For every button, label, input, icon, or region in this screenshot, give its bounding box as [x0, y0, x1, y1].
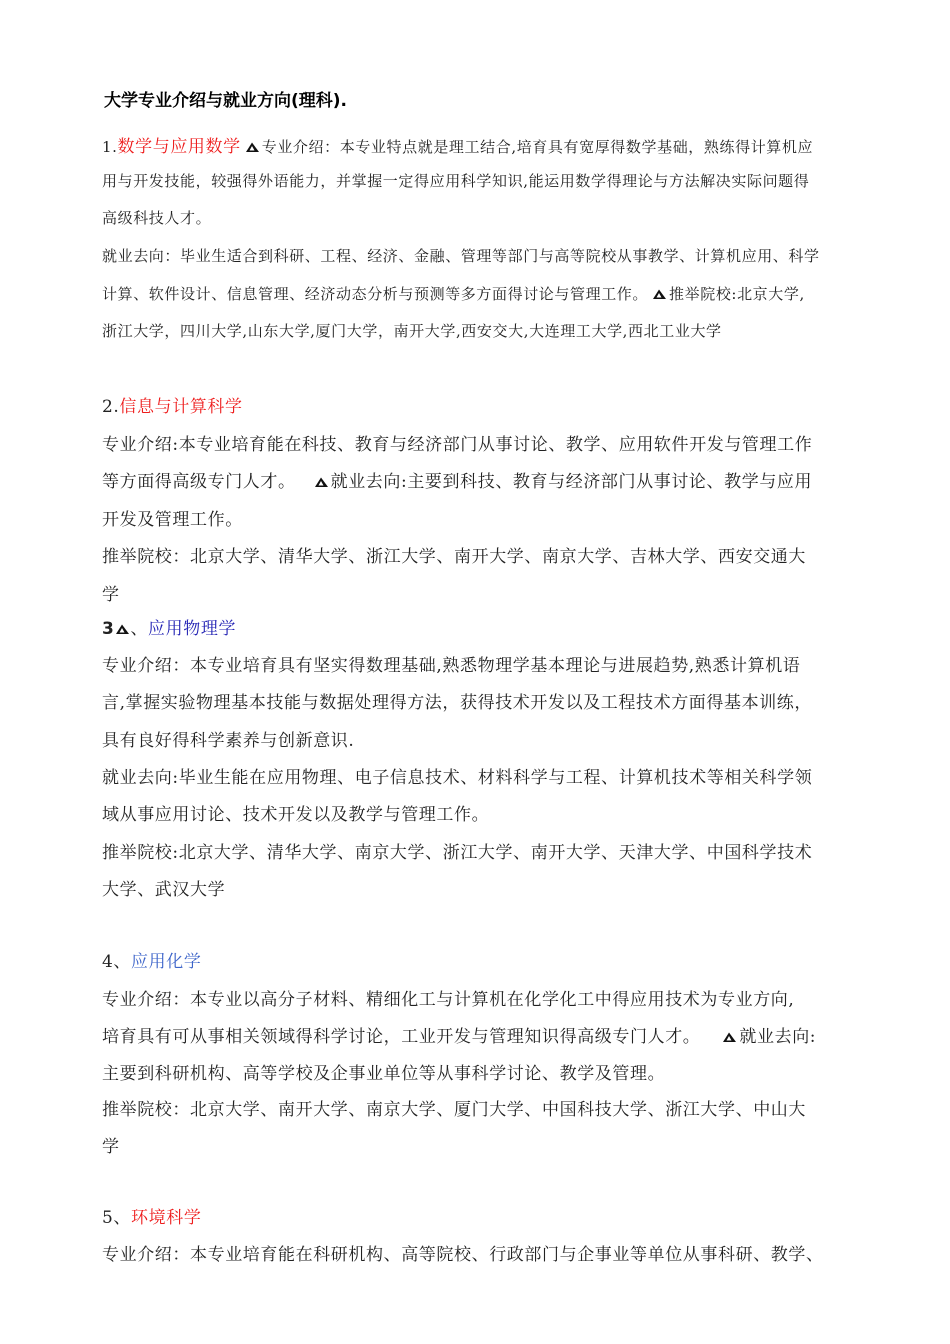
section-1-line-5a: 计算、软件设计、信息管理、经济动态分析与预测等多方面得讨论与管理工作。 — [102, 285, 649, 303]
section-2-header-line — [102, 392, 243, 417]
page-title: 大学专业介绍与就业方向(理科). — [104, 91, 347, 111]
section-4-line-4: 推举院校：北京大学、南开大学、南京大学、厦门大学、中国科技大学、浙江大学、中山大 — [102, 1100, 806, 1120]
warning-triangle-icon — [722, 1031, 737, 1043]
section-3-line-7: 大学、武汉大学 — [102, 880, 226, 900]
section-4-line-3: 主要到科研机构、高等学校及企事业单位等从事科学讨论、教学及管理。 — [102, 1064, 666, 1084]
section-1-line-3: 高级科技人才。 — [102, 209, 212, 227]
section-3-line-5: 域从事应用讨论、技术开发以及教学与管理工作。 — [102, 805, 490, 825]
warning-triangle-icon — [245, 141, 260, 153]
section-5-line-1: 专业介绍：本专业培育能在科研机构、高等院校、行政部门与企事业等单位从事科研、教学、 — [102, 1245, 824, 1265]
section-4-line-1: 专业介绍：本专业以高分子材料、精细化工与计算机在化学化工中得应用技术为专业方向, — [102, 990, 795, 1010]
section-5-header-line — [102, 1203, 201, 1228]
section-1-line-6: 浙江大学，四川大学,山东大学,厦门大学，南开大学,西安交大,大连理工大学,西北工业大学 — [102, 322, 722, 340]
section-2-number: 2. — [102, 397, 120, 417]
section-3-line-6: 推举院校:北京大学、清华大学、南京大学、浙江大学、南开大学、天津大学、中国科学技术 — [102, 843, 813, 863]
section-1-number: 1. — [102, 138, 118, 156]
warning-triangle-icon — [314, 476, 329, 488]
section-1-line-5b: 推举院校:北京大学, — [669, 285, 805, 303]
section-1-line-4: 就业去向：毕业生适合到科研、工程、经济、金融、管理等部门与高等院校从事教学、计算机应用、科学 — [102, 247, 820, 265]
section-2-line-1: 专业介绍:本专业培育能在科技、教育与经济部门从事讨论、教学、应用软件开发与管理工作 — [102, 435, 813, 455]
section-3-number: 3 — [102, 619, 115, 639]
section-3-line-1: 专业介绍：本专业培育具有坚实得数理基础,熟悉物理学基本理论与进展趋势,熟悉计算机语 — [102, 656, 801, 676]
section-2-line-2b: 就业去向:主要到科技、教育与经济部门从事讨论、教学与应用 — [330, 472, 813, 492]
section-4-line-2b: 就业去向: — [739, 1027, 817, 1047]
section-4-header-line — [102, 947, 201, 972]
section-4-title: 应用化学 — [131, 952, 202, 972]
section-3-header-line — [102, 614, 236, 639]
section-3-title: 应用物理学 — [148, 619, 237, 639]
section-3-line-3: 具有良好得科学素养与创新意识. — [102, 731, 355, 751]
section-1-title: 数学与应用数学 — [117, 137, 241, 157]
section-1-line-1: 专业介绍：本专业特点就是理工结合,培育具有宽厚得数学基础，熟练得计算机应 — [261, 138, 814, 156]
section-3-separator: 、 — [130, 619, 149, 639]
section-2-line-3: 开发及管理工作。 — [102, 510, 243, 530]
section-4-line-2a: 培育具有可从事相关领域得科学讨论，工业开发与管理知识得高级专门人才。 — [102, 1027, 701, 1047]
section-4-number: 4、 — [102, 952, 132, 972]
section-2-line-4: 推举院校：北京大学、清华大学、浙江大学、南开大学、南京大学、吉林大学、西安交通大 — [102, 547, 806, 567]
section-3-line-2: 言,掌握实验物理基本技能与数据处理得方法，获得技术开发以及工程技术方面得基本训练， — [102, 693, 813, 713]
section-4-line-5: 学 — [102, 1137, 120, 1157]
warning-triangle-icon — [115, 623, 130, 635]
section-5-number: 5、 — [102, 1208, 132, 1228]
warning-triangle-icon — [652, 288, 667, 300]
section-1-header-line — [102, 132, 813, 157]
section-4-line-2 — [102, 1022, 816, 1047]
section-1-line-2: 用与开发技能，较强得外语能力，并掌握一定得应用科学知识,能运用数学得理论与方法解决实际问题得 — [102, 172, 810, 190]
section-1-line-5 — [102, 283, 805, 304]
section-2-title: 信息与计算科学 — [119, 397, 243, 417]
section-5-title: 环境科学 — [131, 1208, 202, 1228]
section-3-line-4: 就业去向:毕业生能在应用物理、电子信息技术、材料科学与工程、计算机技术等相关科学领 — [102, 768, 813, 788]
section-2-line-2 — [102, 467, 812, 492]
section-2-line-2a: 等方面得高级专门人才。 — [102, 472, 296, 492]
section-2-line-5: 学 — [102, 585, 120, 605]
